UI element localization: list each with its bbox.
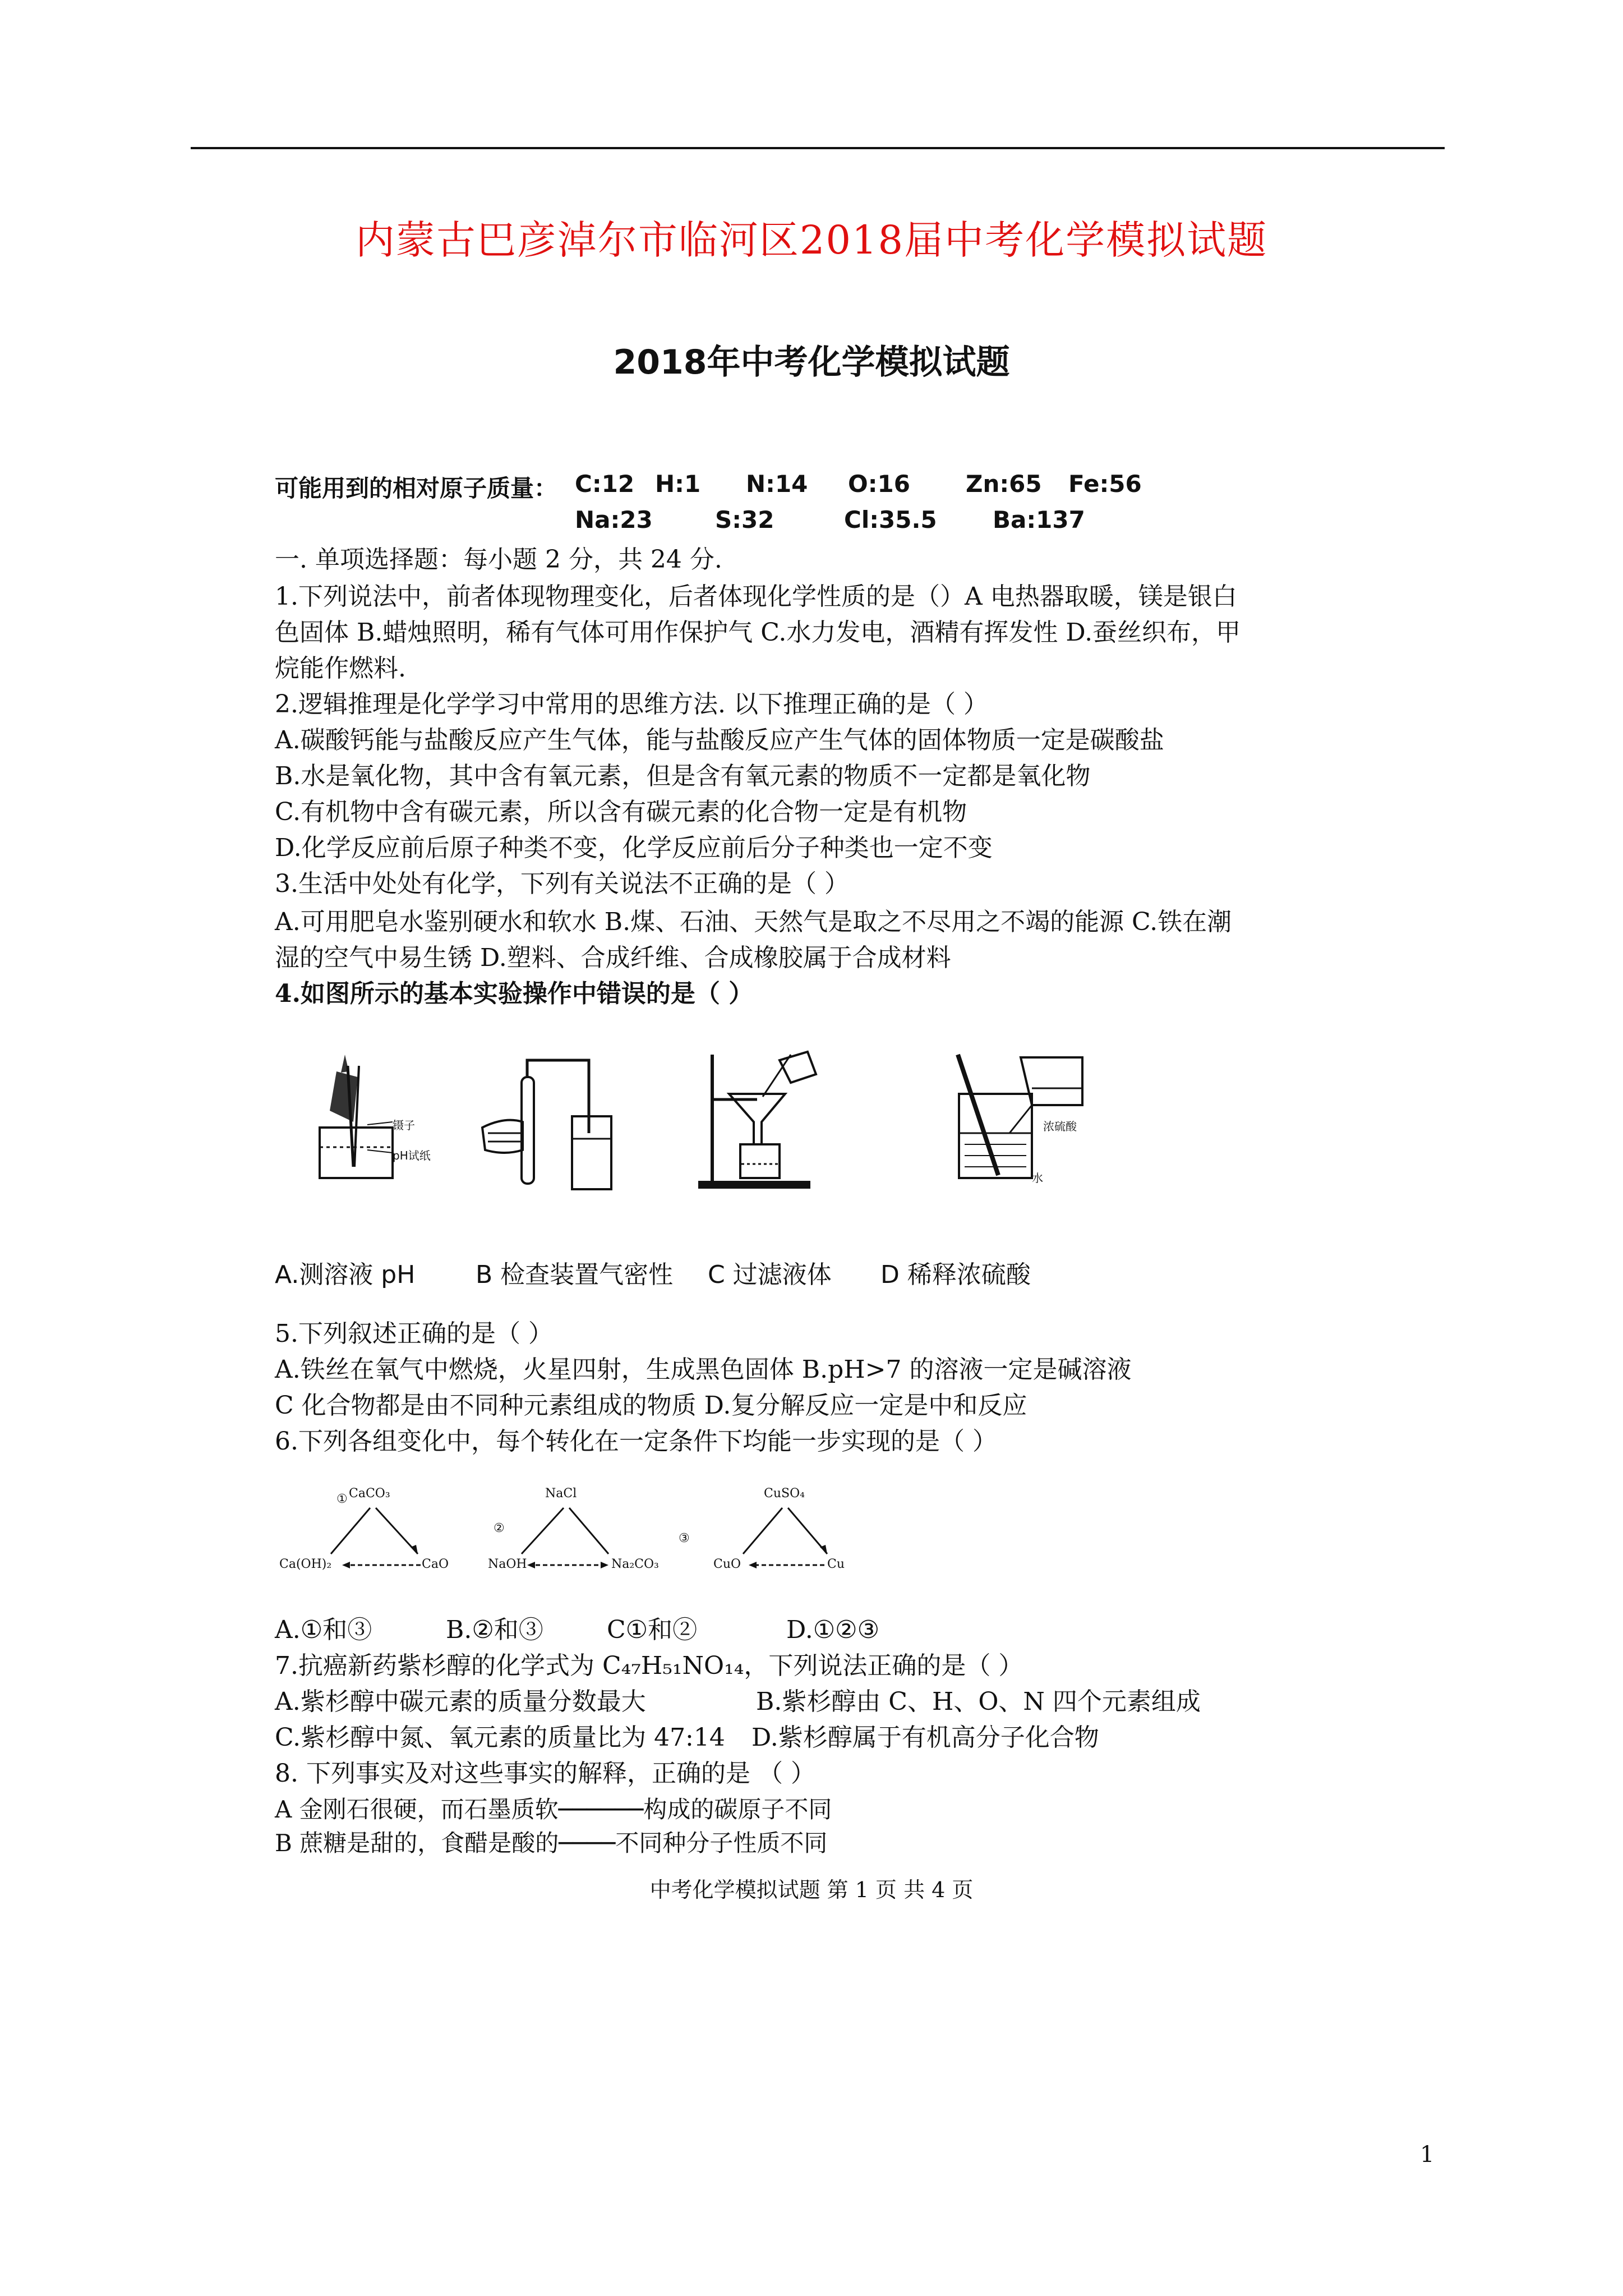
mass-o: O:16 — [848, 470, 910, 498]
q6-option-d: D.①②③ — [786, 1616, 880, 1644]
q4-option-a: A.测溶液 pH — [275, 1260, 416, 1289]
tri3-top: CuSO₄ — [764, 1487, 805, 1501]
tri1-num: ① — [336, 1492, 348, 1506]
mass-zn: Zn:65 — [966, 470, 1042, 498]
q4-option-c: C 过滤液体 — [708, 1260, 832, 1289]
mass-ba: Ba:137 — [993, 506, 1085, 533]
q6-option-a: A.①和③ — [275, 1616, 372, 1644]
q4-option-d: D 稀释浓硫酸 — [880, 1260, 1031, 1289]
q3-line-1: A.可用肥皂水鉴别硬水和软水 B.煤、石油、天然气是取之不尽用之不竭的能源 C.铁在潮 — [275, 908, 1232, 936]
mass-n: N:14 — [746, 470, 808, 498]
q5-stem: 5.下列叙述正确的是（ ） — [275, 1319, 553, 1348]
tri3-right: Cu — [827, 1557, 845, 1571]
label-water: 水 — [1032, 1171, 1043, 1185]
q5-line-2: C 化合物都是由不同种元素组成的物质 D.复分解反应一定是中和反应 — [275, 1391, 1027, 1420]
q3-stem: 3.生活中处处有化学，下列有关说法不正确的是（ ） — [275, 869, 849, 898]
mass-na: Na:23 — [575, 506, 653, 533]
q2-option-d: D.化学反应前后原子种类不变，化学反应前后分子种类也一定不变 — [275, 834, 993, 862]
q2-stem: 2.逻辑推理是化学学习中常用的思维方法. 以下推理正确的是（ ） — [275, 690, 988, 719]
q6-option-c: C①和② — [607, 1616, 698, 1644]
tri3-num: ③ — [679, 1531, 690, 1545]
q8-stem: 8. 下列事实及对这些事实的解释，正确的是 （ ） — [275, 1759, 815, 1788]
q7-option-b: B.紫杉醇由 C、H、O、N 四个元素组成 — [756, 1687, 1201, 1716]
tri1-top: CaCO₃ — [349, 1487, 390, 1501]
q4-option-b: B 检查装置气密性 — [476, 1260, 674, 1289]
q2-option-a: A.碳酸钙能与盐酸反应产生气体，能与盐酸反应产生气体的固体物质一定是碳酸盐 — [275, 726, 1164, 754]
tri1-right: CaO — [422, 1557, 449, 1571]
q6-stem: 6.下列各组变化中，每个转化在一定条件下均能一步实现的是（ ） — [275, 1427, 997, 1456]
figure-filtration — [695, 1043, 830, 1195]
mass-h: H:1 — [655, 470, 701, 498]
mass-fe: Fe:56 — [1068, 470, 1142, 498]
q2-option-c: C.有机物中含有碳元素，所以含有碳元素的化合物一定是有机物 — [275, 798, 967, 826]
q1-line-2: 色固体 B.蜡烛照明，稀有气体可用作保护气 C.水力发电，酒精有挥发性 D.蚕丝织布，甲 — [275, 618, 1241, 647]
exam-title: 2018年中考化学模拟试题 — [613, 343, 1010, 382]
figure-airtightness-check — [471, 1055, 617, 1200]
tri2-right: Na₂CO₃ — [611, 1557, 659, 1571]
page-footer: 中考化学模拟试题 第 1 页 共 4 页 — [649, 1878, 974, 1902]
tri1-left: Ca(OH)₂ — [279, 1557, 332, 1571]
q7-option-c: C.紫杉醇中氮、氧元素的质量比为 47:14 — [275, 1723, 725, 1752]
mass-cl: Cl:35.5 — [844, 506, 937, 533]
tri2-left: NaOH — [488, 1557, 527, 1571]
q8-option-a: A 金刚石很硬，而石墨质软──────构成的碳原子不同 — [275, 1796, 832, 1823]
q3-line-2: 湿的空气中易生锈 D.塑料、合成纤维、合成橡胶属于合成材料 — [275, 944, 951, 972]
mass-s: S:32 — [715, 506, 774, 533]
q5-line-1: A.铁丝在氧气中燃烧，火星四射，生成黑色固体 B.pH>7 的溶液一定是碱溶液 — [275, 1355, 1132, 1384]
q6-option-b: B.②和③ — [446, 1616, 543, 1644]
mass-c: C:12 — [575, 470, 635, 498]
masses-label: 可能用到的相对原子质量： — [275, 475, 558, 502]
q7-option-d: D.紫杉醇属于有机高分子化合物 — [751, 1723, 1099, 1752]
tri2-top: NaCl — [545, 1487, 577, 1501]
document-title: 内蒙古巴彦淖尔市临河区2018届中考化学模拟试题 — [355, 217, 1268, 263]
section-heading: 一. 单项选择题：每小题 2 分，共 24 分. — [275, 545, 722, 574]
figure-dilute-acid — [948, 1043, 1116, 1189]
q1-line-1: 1.下列说法中，前者体现物理变化，后者体现化学性质的是（）A 电热器取暖，镁是银白 — [275, 582, 1237, 611]
q2-option-b: B.水是氧化物，其中含有氧元素，但是含有氧元素的物质不一定都是氧化物 — [275, 762, 1091, 790]
q1-line-3: 烷能作燃料. — [275, 654, 406, 683]
label-tweezers: 镊子 — [393, 1119, 415, 1132]
tri2-num: ② — [494, 1521, 505, 1535]
q8-option-b: B 蔗糖是甜的，食醋是酸的────不同种分子性质不同 — [275, 1829, 828, 1857]
q7-stem: 7.抗癌新药紫杉醇的化学式为 C₄₇H₅₁NO₁₄，下列说法正确的是（ ） — [275, 1651, 1023, 1680]
label-ph-paper: pH试纸 — [393, 1149, 431, 1162]
page-number: 1 — [1420, 2142, 1435, 2168]
q7-option-a: A.紫杉醇中碳元素的质量分数最大 — [275, 1687, 646, 1716]
label-conc-acid: 浓硫酸 — [1043, 1120, 1077, 1133]
tri3-left: CuO — [713, 1557, 741, 1571]
top-rule — [191, 147, 1445, 149]
q4-stem: 4.如图所示的基本实验操作中错误的是（ ） — [275, 979, 754, 1008]
